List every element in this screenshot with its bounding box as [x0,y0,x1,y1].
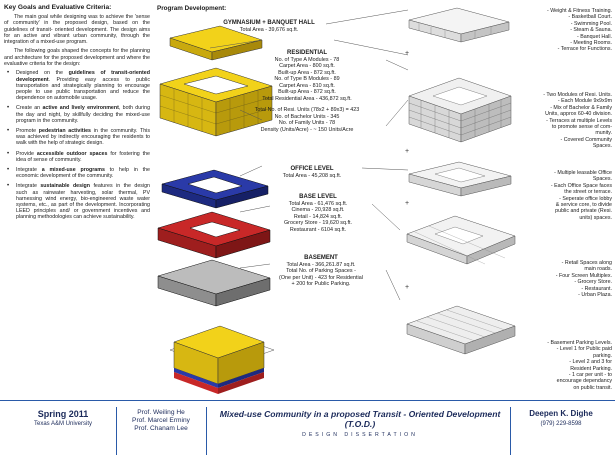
feature-line: - Urban Plaza. [578,292,612,299]
residential-spec-line: No. of Family Units - 78 [278,120,336,126]
feature-line: public and private (Resi. [555,208,612,215]
goal-emphasis: accessible outdoor spaces [36,150,108,157]
feature-line: encourage dependancy [556,378,612,385]
gym-spec-title: GYMNASIUM + BANQUET HALL [223,20,315,26]
goals-intro-1: The main goal while designing was to achieve the 'sense of community' in the proposed design, based on the guidelines of transit- oriented development. The design aims for an active and vibrant urban community, through the integration of a mixed-use program. [4,14,150,46]
goal-text: Integrate [16,167,42,174]
feature-line: - Steam & Sauna. [570,27,612,34]
plus-icon: + [405,148,410,155]
residential-spec-line: Carpet Area - 800 sq.ft. [279,63,335,69]
feature-line: - Terraces at multiple Levels [546,117,612,124]
goals-heading: Key Goals and Evaluative Criteria: [4,4,112,11]
feature-line: - Basement Parking Levels. [547,340,612,346]
project-title: Mixed-use Community in a proposed Transit - Oriented Development (T.O.D.) [219,409,501,429]
goal-text: Create an [16,105,43,112]
feature-line: - Meeting Rooms. [570,40,612,47]
feature-line: Spaces. [592,176,612,183]
feature-line: & service core, to divide [555,202,612,209]
goal-text: to help in the economic development of the community. [16,167,150,180]
residential-spec-line: Carpet Area - 810 sq.ft. [279,82,335,89]
goal-emphasis: sustainable design [40,183,91,190]
goals-intro-2: The following goals shaped the concepts for the planning and architecture for the proposed development and where the evaluative criteria for the design: [4,48,150,68]
feature-line: units) spaces. [579,214,612,221]
feature-line: - Seperate office lobby [559,195,612,202]
feature-line: - Restaurant. [581,285,612,292]
residential-spec-line: No. of Bachelor Units - 345 [274,113,340,120]
feature-line: Resident Parking. [570,365,612,372]
goal-emphasis: active and lively environment [42,105,119,112]
basement-features [520,340,612,391]
residential-spec-line: Built-up Area - 872 sq.ft. [278,69,336,76]
feature-line: Units, approx 60-40 division. [545,111,612,118]
feature-line: parking. [593,352,612,359]
goal-emphasis: pedestrian activities [38,128,91,134]
residential-spec-line: No. of Type B Modules - 89 [274,76,340,82]
gym-spec-line: Total Area - 39,676 sq.ft. [239,26,299,33]
basement-spec-title: BASEMENT [304,255,338,261]
feature-line: - Swimming Pool. [570,20,612,27]
goal-emphasis: guidelines of transit-oriented development [16,70,150,83]
base-spec-line: Total Area - 61,476 sq.ft. [288,200,348,207]
goal-text: features in the design such as rainwater harvesting, solar thermal, PV harnessing wind energy, bio-engineered waste water systems, etc., as part of the development. Incorporating LEED principles and/ or government incentives and planning methodologies can achieve sustainability. [16,183,151,221]
feature-line: on public transit. [573,384,612,391]
feature-line: - Grocery Store. [574,279,612,286]
goal-text: Designed on the [16,70,69,77]
residential-spec-title: RESIDENTIAL [286,50,327,56]
goal-text: Promote [16,128,39,134]
feature-line: - Two Modules of Resi. Units. [543,92,612,98]
residential-features [520,92,612,150]
residential-spec-line: Total No. of Resi. Units (78x2 + 89x3) = 423 [254,107,360,113]
base-features [520,260,612,298]
gym-render [405,6,513,44]
feature-line: - Retail Spaces along [561,260,612,266]
base-spec-line: Grocery Store - 19,620 sq.ft. [283,220,352,226]
residential-spec-line: No. of Type A Modules - 78 [274,56,340,63]
feature-line: - Banquet Hall. [576,33,612,40]
professors-block [122,409,200,433]
gym-features [520,8,612,53]
feature-line: - Covered Community [560,136,612,143]
residential-spec-line: Total Residential Area - 436,872 sq.ft. [262,95,352,102]
divider [116,407,117,455]
office-render [405,158,515,198]
feature-line: - Each Office Space faces [550,182,612,189]
feature-line: - Multiple leasable Office [554,170,612,176]
plus-icon: + [405,200,410,207]
feature-line: - 1 car per unit - to [568,372,612,379]
goal-text: . Providing easy access to public transportation and strategically planning to encourage people to use public transportation and reduce the dependence on automobile usage. [16,76,150,102]
feature-line: to promote sense of com- [551,124,612,131]
plus-icon: + [405,284,410,291]
base-spec-line: Retail - 14,824 sq.ft. [293,213,343,220]
base-spec-title: BASE LEVEL [299,194,337,200]
basement-render [405,292,517,362]
divider [206,407,207,455]
office-features [520,170,612,221]
plus-icon: + [405,50,410,57]
feature-line: - Each Module 9x9x9m [557,98,612,105]
office-spec-line: Total Area - 45,208 sq.ft. [282,172,342,179]
base-spec-line: Restaurant - 6104 sq.ft. [289,226,347,233]
basement-spec-line: (One per Unit) - 423 for Residential [279,274,363,281]
goal-text: Provide [16,150,37,157]
feature-line: - Terrace for Functions. [557,46,612,53]
basement-spec-line: Total Area - 366,261.87 sq.ft. [286,261,356,268]
residential-render [405,66,515,146]
feature-line: munity. [595,130,612,137]
professor: Prof. Chanam Lee [134,425,188,432]
professor: Prof. Weiling He [137,409,185,416]
feature-line: - Level 1 for Public paid [556,346,612,353]
feature-line: - Basketball Court. [568,14,612,21]
basement-spec-line: + 200 for Public Parking. [291,281,351,287]
feature-line: - Four Screen Multiplex. [555,272,612,279]
feature-line: main roads. [584,266,612,273]
semester-block [18,409,108,427]
project-subtitle: DESIGN DISSERTATION [302,432,418,438]
goal-text: for fostering the idea of sense of community. [16,150,150,163]
author-name: Deepen K. Dighe [529,409,593,418]
office-spec-title: OFFICE LEVEL [290,166,334,172]
author-phone: (979) 229-8598 [540,421,582,427]
goal-text: in the community. This was achieved by indirectly encouraging the residents to walk with the help of strategic design. [16,128,150,147]
goal-text: Integrate [16,183,41,190]
feature-line: the street or terrace. [564,189,612,196]
author-block [512,409,610,427]
basement-spec-line: Total No. of Parking Spaces - [286,268,356,274]
feature-line: - Weight & Fitness Training. [547,8,612,14]
divider [510,407,511,455]
feature-line: - Level 2 and 3 for [569,359,612,366]
base-spec-line: Cinema - 20,928 sq.ft. [291,207,345,213]
program-title: Program Development: [157,5,227,12]
base-render [405,204,517,274]
goal-text: , both during the day and night, by skillfully deciding the mixed-use program in the community. [16,105,151,124]
feature-line: Spaces. [592,143,612,150]
footer [0,400,615,475]
university: Texas A&M University [33,421,93,427]
goal-emphasis: a mixed-use programs [41,167,105,174]
feature-line: - Mix of Bachelor & Family [550,104,612,111]
professor: Prof. Marcel Erminy [132,417,190,424]
semester: Spring 2011 [37,409,89,419]
residential-spec-line: Built-up Area - 872 sq.ft. [278,89,336,95]
title-block [212,409,508,438]
residential-spec-line: Density (Units/Acre) - ~ 150 Units/Acre [260,126,354,133]
